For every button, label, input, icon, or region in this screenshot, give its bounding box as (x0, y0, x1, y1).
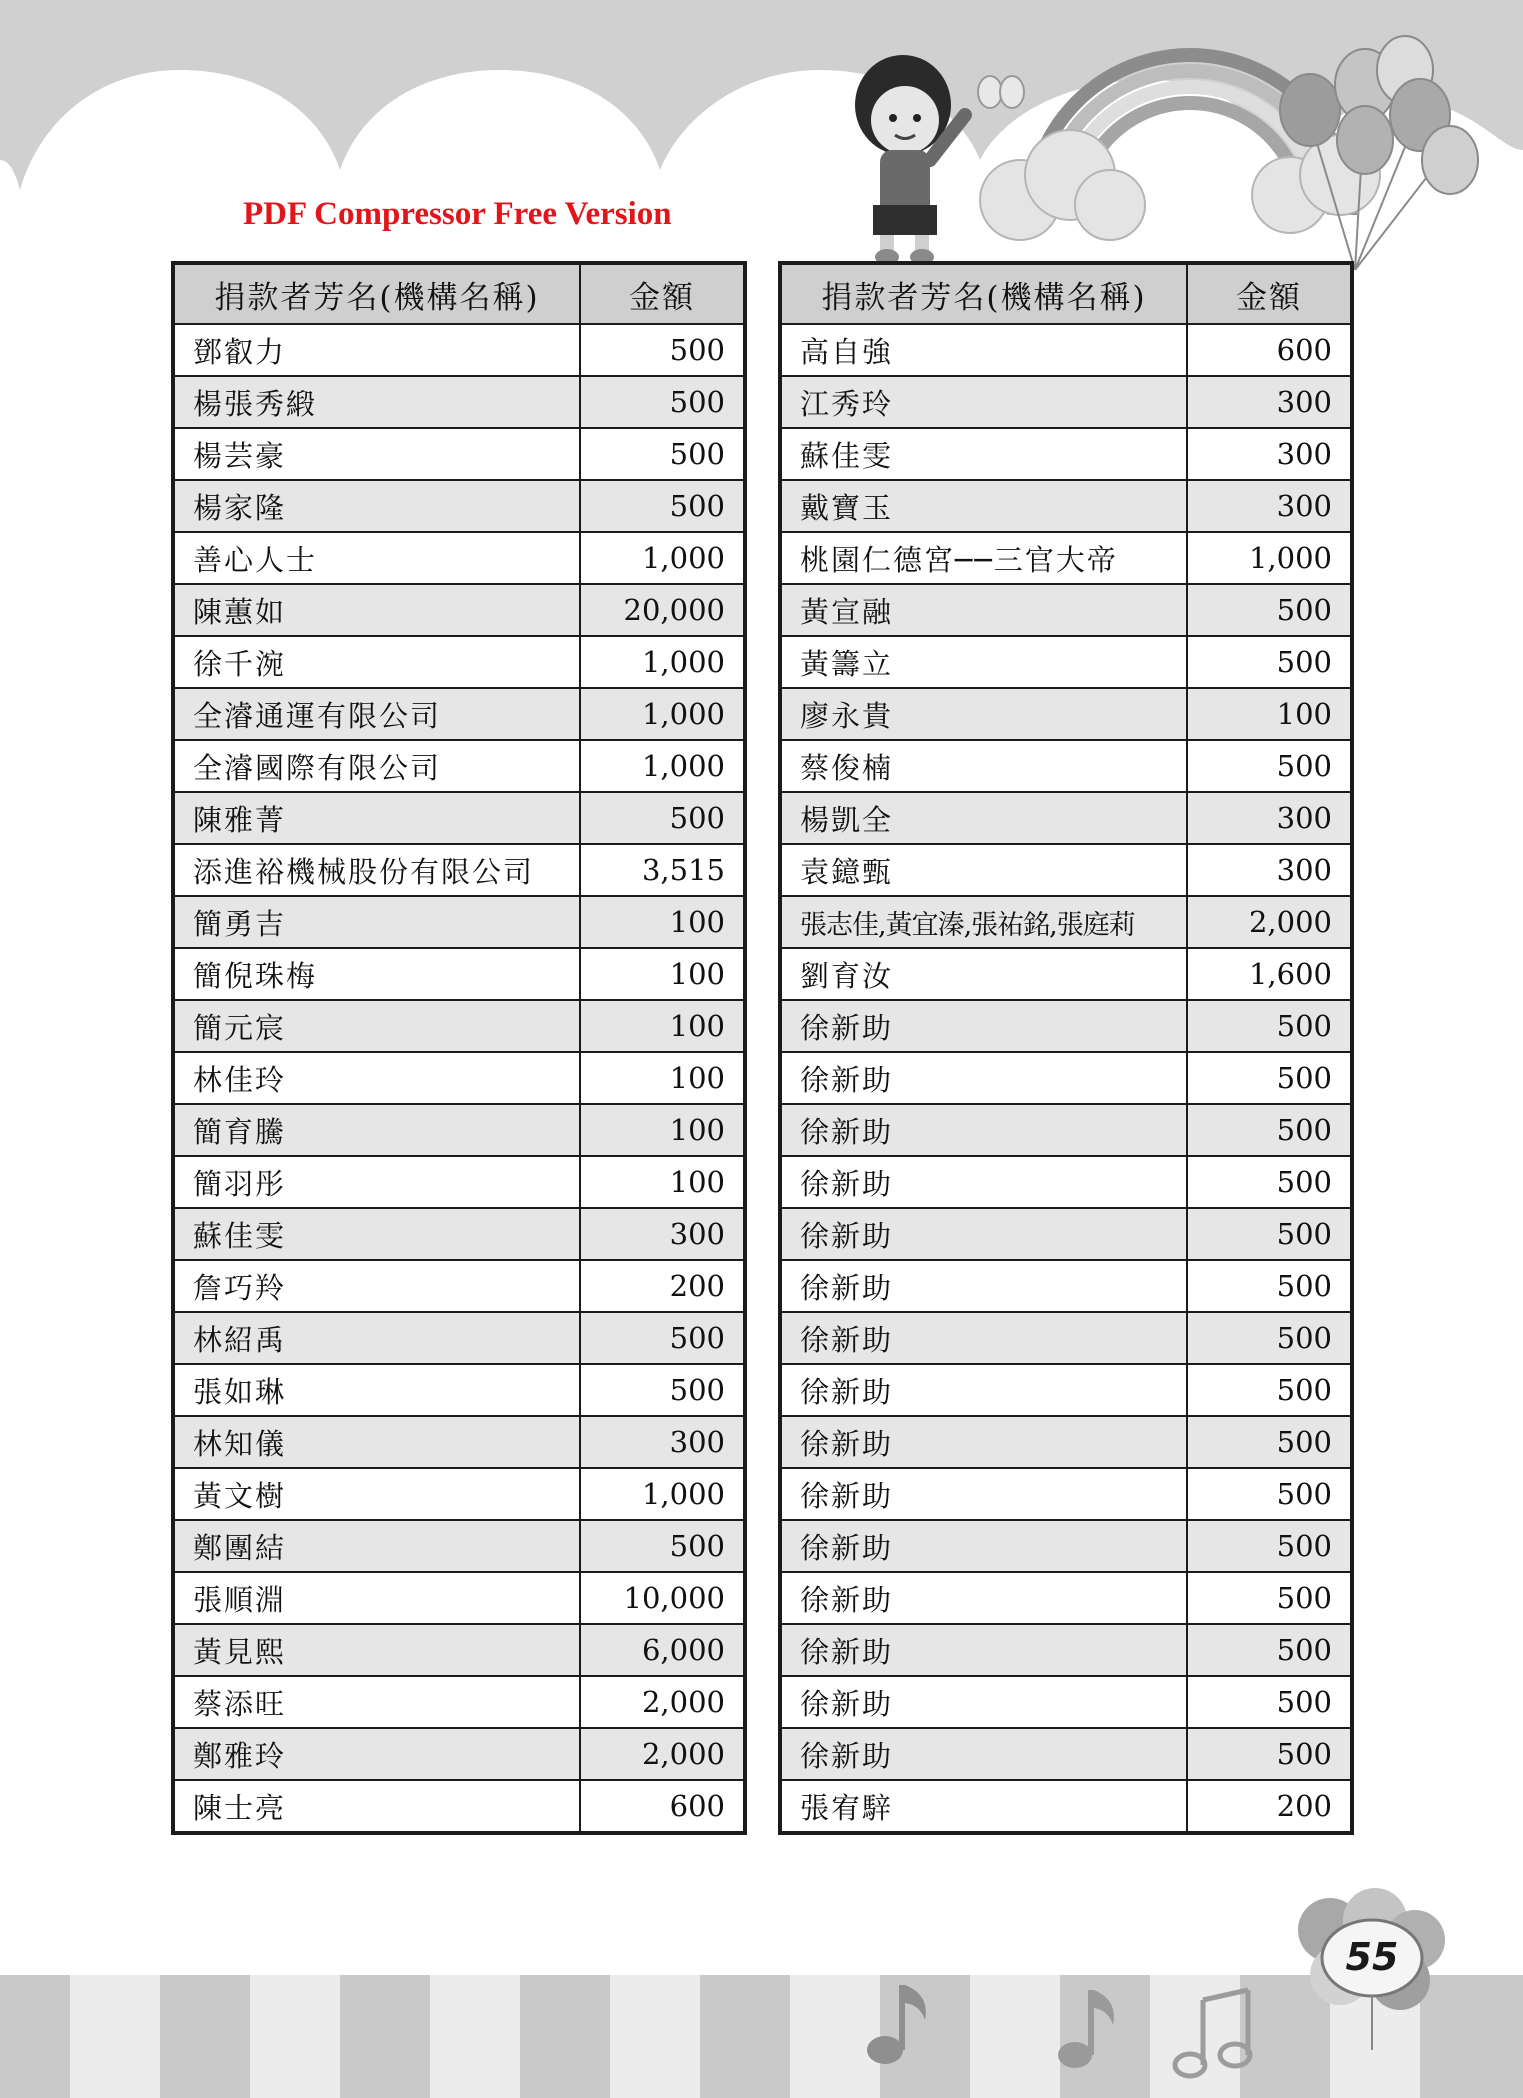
amount-cell: 500 (580, 1520, 745, 1572)
table-row (173, 1676, 745, 1728)
table-row (780, 324, 1352, 376)
donor-name-cell: 蔡俊楠 (780, 740, 1187, 792)
amount-cell: 200 (1187, 1780, 1352, 1833)
amount-cell: 1,000 (580, 1468, 745, 1520)
table-row (173, 1780, 745, 1833)
donor-name-cell: 徐新助 (780, 1208, 1187, 1260)
amount-cell: 500 (1187, 1312, 1352, 1364)
donor-name-cell: 劉育汝 (780, 948, 1187, 1000)
table-row (780, 1676, 1352, 1728)
amount-cell: 500 (580, 376, 745, 428)
amount-cell: 500 (1187, 1364, 1352, 1416)
table-row (780, 428, 1352, 480)
header-amount: 金額 (1187, 263, 1352, 324)
table-row (780, 1052, 1352, 1104)
amount-cell: 500 (580, 792, 745, 844)
amount-cell: 500 (1187, 1572, 1352, 1624)
table-row (780, 1520, 1352, 1572)
amount-cell: 100 (580, 948, 745, 1000)
donor-name-cell: 黃文樹 (173, 1468, 580, 1520)
amount-cell: 2,000 (580, 1676, 745, 1728)
donor-name-cell: 黃宣融 (780, 584, 1187, 636)
amount-cell: 300 (1187, 376, 1352, 428)
amount-cell: 3,515 (580, 844, 745, 896)
table-row (780, 1780, 1352, 1833)
donor-name-cell: 楊凱全 (780, 792, 1187, 844)
table-row (173, 688, 745, 740)
table-row (173, 1208, 745, 1260)
donor-name-cell: 陳雅菁 (173, 792, 580, 844)
donor-name-cell: 徐新助 (780, 1572, 1187, 1624)
amount-cell: 500 (1187, 636, 1352, 688)
amount-cell: 100 (580, 1052, 745, 1104)
amount-cell: 500 (580, 1312, 745, 1364)
table-row (173, 1728, 745, 1780)
amount-cell: 500 (1187, 1520, 1352, 1572)
table-row (173, 1000, 745, 1052)
amount-cell: 300 (580, 1208, 745, 1260)
donor-name-cell: 徐新助 (780, 1156, 1187, 1208)
table-row (780, 1208, 1352, 1260)
header-amount: 金額 (580, 263, 745, 324)
amount-cell: 500 (1187, 1416, 1352, 1468)
donor-name-cell: 徐新助 (780, 1728, 1187, 1780)
table-row (780, 792, 1352, 844)
table-row (173, 1468, 745, 1520)
donor-name-cell: 張志佳,黃宜溱,張祐銘,張庭莉 (780, 896, 1187, 948)
table-header-row (780, 263, 1352, 324)
header-donor-name: 捐款者芳名(機構名稱) (173, 263, 580, 324)
table-row (173, 532, 745, 584)
amount-cell: 500 (580, 324, 745, 376)
amount-cell: 1,000 (1187, 532, 1352, 584)
table-row (780, 376, 1352, 428)
donor-name-cell: 高自強 (780, 324, 1187, 376)
amount-cell: 500 (1187, 1676, 1352, 1728)
table-row (780, 1468, 1352, 1520)
amount-cell: 500 (1187, 1624, 1352, 1676)
amount-cell: 100 (580, 896, 745, 948)
table-row (780, 1416, 1352, 1468)
amount-cell: 500 (1187, 1000, 1352, 1052)
table-row (173, 1416, 745, 1468)
donor-name-cell: 廖永貴 (780, 688, 1187, 740)
amount-cell: 20,000 (580, 584, 745, 636)
amount-cell: 500 (1187, 1260, 1352, 1312)
donor-name-cell: 鄭團結 (173, 1520, 580, 1572)
donor-name-cell: 徐新助 (780, 1052, 1187, 1104)
donor-name-cell: 簡育騰 (173, 1104, 580, 1156)
donor-name-cell: 張順淵 (173, 1572, 580, 1624)
table-row (780, 1312, 1352, 1364)
table-row (780, 480, 1352, 532)
amount-cell: 500 (1187, 1156, 1352, 1208)
donor-name-cell: 蘇佳雯 (780, 428, 1187, 480)
amount-cell: 500 (580, 480, 745, 532)
donor-name-cell: 鄧叡力 (173, 324, 580, 376)
table-row (780, 1104, 1352, 1156)
donor-table-left (171, 261, 747, 1835)
top-decoration (0, 0, 1523, 270)
donor-name-cell: 楊張秀緞 (173, 376, 580, 428)
amount-cell: 100 (580, 1104, 745, 1156)
watermark-text: PDF Compressor Free Version (243, 196, 672, 232)
table-row (173, 1312, 745, 1364)
table-row (173, 740, 745, 792)
amount-cell: 300 (580, 1416, 745, 1468)
amount-cell: 1,600 (1187, 948, 1352, 1000)
donor-name-cell: 全濬國際有限公司 (173, 740, 580, 792)
amount-cell: 600 (1187, 324, 1352, 376)
amount-cell: 6,000 (580, 1624, 745, 1676)
donor-name-cell: 簡勇吉 (173, 896, 580, 948)
table-row (173, 896, 745, 948)
amount-cell: 500 (1187, 584, 1352, 636)
donor-name-cell: 袁鐿甄 (780, 844, 1187, 896)
amount-cell: 1,000 (580, 688, 745, 740)
table-row (780, 844, 1352, 896)
amount-cell: 10,000 (580, 1572, 745, 1624)
amount-cell: 2,000 (1187, 896, 1352, 948)
donor-name-cell: 徐新助 (780, 1312, 1187, 1364)
table-row (780, 1624, 1352, 1676)
donor-name-cell: 黃籌立 (780, 636, 1187, 688)
donor-name-cell: 善心人士 (173, 532, 580, 584)
donor-name-cell: 張宥騂 (780, 1780, 1187, 1833)
donor-name-cell: 添進裕機械股份有限公司 (173, 844, 580, 896)
table-row (780, 1364, 1352, 1416)
donor-name-cell: 林知儀 (173, 1416, 580, 1468)
amount-cell: 500 (1187, 1728, 1352, 1780)
donor-name-cell: 簡倪珠梅 (173, 948, 580, 1000)
table-row (780, 584, 1352, 636)
table-row (173, 1364, 745, 1416)
table-row (173, 1052, 745, 1104)
table-row (780, 1728, 1352, 1780)
table-row (780, 532, 1352, 584)
donor-name-cell: 簡羽彤 (173, 1156, 580, 1208)
donor-name-cell: 徐新助 (780, 1000, 1187, 1052)
table-row (780, 1260, 1352, 1312)
table-row (173, 844, 745, 896)
amount-cell: 300 (1187, 844, 1352, 896)
donor-name-cell: 蘇佳雯 (173, 1208, 580, 1260)
amount-cell: 100 (580, 1156, 745, 1208)
amount-cell: 2,000 (580, 1728, 745, 1780)
donor-name-cell: 簡元宸 (173, 1000, 580, 1052)
amount-cell: 500 (1187, 1208, 1352, 1260)
donor-name-cell: 徐千涴 (173, 636, 580, 688)
amount-cell: 500 (1187, 1052, 1352, 1104)
amount-cell: 300 (1187, 480, 1352, 532)
table-row (780, 1156, 1352, 1208)
amount-cell: 300 (1187, 428, 1352, 480)
donor-name-cell: 蔡添旺 (173, 1676, 580, 1728)
cloud-icon (980, 130, 1380, 240)
donor-name-cell: 楊家隆 (173, 480, 580, 532)
table-row (173, 1572, 745, 1624)
donor-name-cell: 楊芸豪 (173, 428, 580, 480)
table-row (173, 636, 745, 688)
donor-table-right (778, 261, 1354, 1835)
table-row (173, 948, 745, 1000)
donor-name-cell: 陳蕙如 (173, 584, 580, 636)
donor-name-cell: 黃見熙 (173, 1624, 580, 1676)
table-row (173, 480, 745, 532)
table-row (780, 1000, 1352, 1052)
amount-cell: 100 (580, 1000, 745, 1052)
page-number: 55 (1345, 1935, 1399, 1979)
table-row (173, 428, 745, 480)
table-row (780, 688, 1352, 740)
table-row (173, 324, 745, 376)
donor-name-cell: 林佳玲 (173, 1052, 580, 1104)
donor-name-cell: 林紹禹 (173, 1312, 580, 1364)
amount-cell: 1,000 (580, 636, 745, 688)
table-row (780, 948, 1352, 1000)
donor-name-cell: 徐新助 (780, 1104, 1187, 1156)
amount-cell: 200 (580, 1260, 745, 1312)
amount-cell: 100 (1187, 688, 1352, 740)
donor-name-cell: 桃園仁德宮──三官大帝 (780, 532, 1187, 584)
amount-cell: 300 (1187, 792, 1352, 844)
table-row (780, 896, 1352, 948)
table-row (173, 1156, 745, 1208)
donor-name-cell: 詹巧羚 (173, 1260, 580, 1312)
amount-cell: 500 (1187, 1104, 1352, 1156)
header-donor-name: 捐款者芳名(機構名稱) (780, 263, 1187, 324)
table-row (173, 1260, 745, 1312)
table-row (780, 740, 1352, 792)
table-row (780, 636, 1352, 688)
donor-name-cell: 鄭雅玲 (173, 1728, 580, 1780)
donor-name-cell: 陳士亮 (173, 1780, 580, 1833)
donor-name-cell: 徐新助 (780, 1520, 1187, 1572)
amount-cell: 1,000 (580, 532, 745, 584)
donor-name-cell: 張如琳 (173, 1364, 580, 1416)
donor-name-cell: 徐新助 (780, 1260, 1187, 1312)
table-row (173, 376, 745, 428)
amount-cell: 600 (580, 1780, 745, 1833)
donor-name-cell: 徐新助 (780, 1676, 1187, 1728)
table-row (173, 1104, 745, 1156)
amount-cell: 1,000 (580, 740, 745, 792)
table-row (173, 792, 745, 844)
donor-name-cell: 徐新助 (780, 1468, 1187, 1520)
table-row (780, 1572, 1352, 1624)
table-row (173, 1624, 745, 1676)
donor-name-cell: 徐新助 (780, 1624, 1187, 1676)
amount-cell: 500 (1187, 740, 1352, 792)
table-header-row (173, 263, 745, 324)
donor-name-cell: 徐新助 (780, 1364, 1187, 1416)
donor-name-cell: 戴寶玉 (780, 480, 1187, 532)
amount-cell: 500 (580, 428, 745, 480)
donor-name-cell: 全濬通運有限公司 (173, 688, 580, 740)
donor-name-cell: 徐新助 (780, 1416, 1187, 1468)
table-row (173, 584, 745, 636)
amount-cell: 500 (580, 1364, 745, 1416)
table-row (173, 1520, 745, 1572)
amount-cell: 500 (1187, 1468, 1352, 1520)
donor-name-cell: 江秀玲 (780, 376, 1187, 428)
